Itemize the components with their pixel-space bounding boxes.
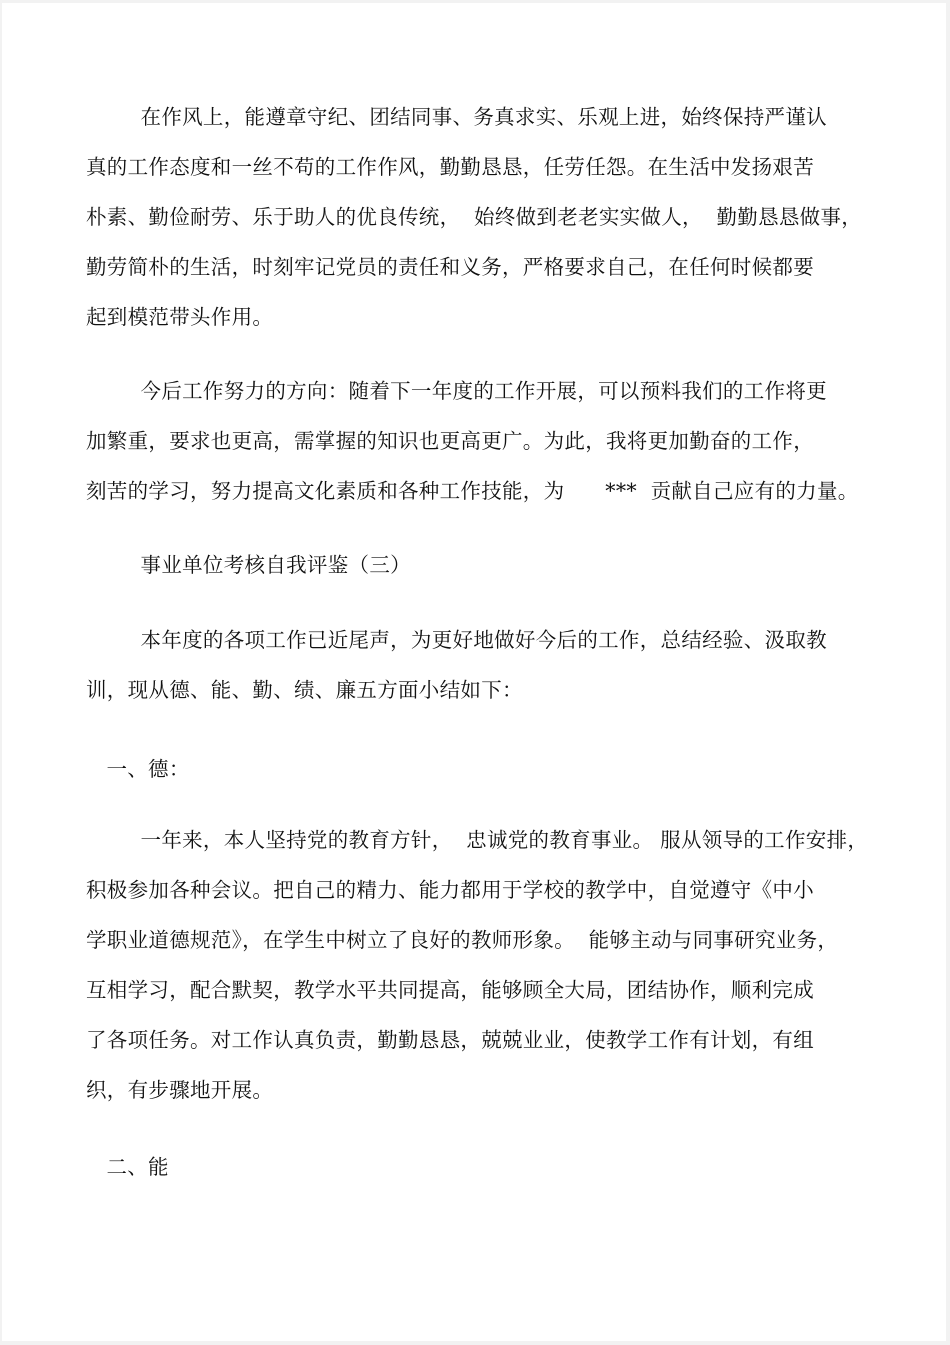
- text-line-14: 积极参加各种会议。把自己的精力、能力都用于学校的教学中，自觉遵守《中小: [86, 878, 814, 902]
- text-line-3: 朴素、勤俭耐劳、乐于助人的优良传统， 始终做到老老实实做人， 勤勤恳恳做事，: [86, 205, 863, 229]
- text-line-18: 织，有步骤地开展。: [86, 1078, 274, 1102]
- text-line-6: 今后工作努力的方向：随着下一年度的工作开展，可以预料我们的工作将更: [86, 379, 827, 403]
- text-line-13: 一年来，本人坚持党的教育方针， 忠诚党的教育事业。 服从领导的工作安排，: [86, 828, 869, 852]
- text-line-4: 勤劳简朴的生活，时刻牢记党员的责任和义务，严格要求自己，在任何时候都要: [86, 255, 814, 279]
- text-line-17: 了各项任务。对工作认真负责，勤勤恳恳，兢兢业业，使教学工作有计划，有组: [86, 1028, 814, 1052]
- subheading-neng: 二、能: [86, 1155, 169, 1179]
- text-line-2: 真的工作态度和一丝不苟的工作作风，勤勤恳恳，任劳任怨。在生活中发扬艰苦: [86, 155, 814, 179]
- text-line-1: 在作风上，能遵章守纪、团结同事、务真求实、乐观上进，始终保持严谨认: [86, 105, 827, 129]
- text-line-11: 训，现从德、能、勤、绩、廉五方面小结如下：: [86, 678, 523, 702]
- section-heading: 事业单位考核自我评鉴（三）: [86, 553, 411, 577]
- text-line-8: 刻苦的学习，努力提高文化素质和各种工作技能，为 *** 贡献自己应有的力量。: [86, 479, 859, 503]
- text-line-5: 起到模范带头作用。: [86, 305, 274, 329]
- text-line-16: 互相学习，配合默契，教学水平共同提高，能够顾全大局，团结协作，顺利完成: [86, 978, 814, 1002]
- subheading-de: 一、德：: [86, 757, 190, 781]
- text-line-10: 本年度的各项工作已近尾声，为更好地做好今后的工作，总结经验、汲取教: [86, 628, 827, 652]
- text-line-15: 学职业道德规范》，在学生中树立了良好的教师形象。 能够主动与同事研究业务，: [86, 928, 839, 952]
- text-line-7: 加繁重，要求也更高，需掌握的知识也更高更广。为此，我将更加勤奋的工作，: [86, 429, 814, 453]
